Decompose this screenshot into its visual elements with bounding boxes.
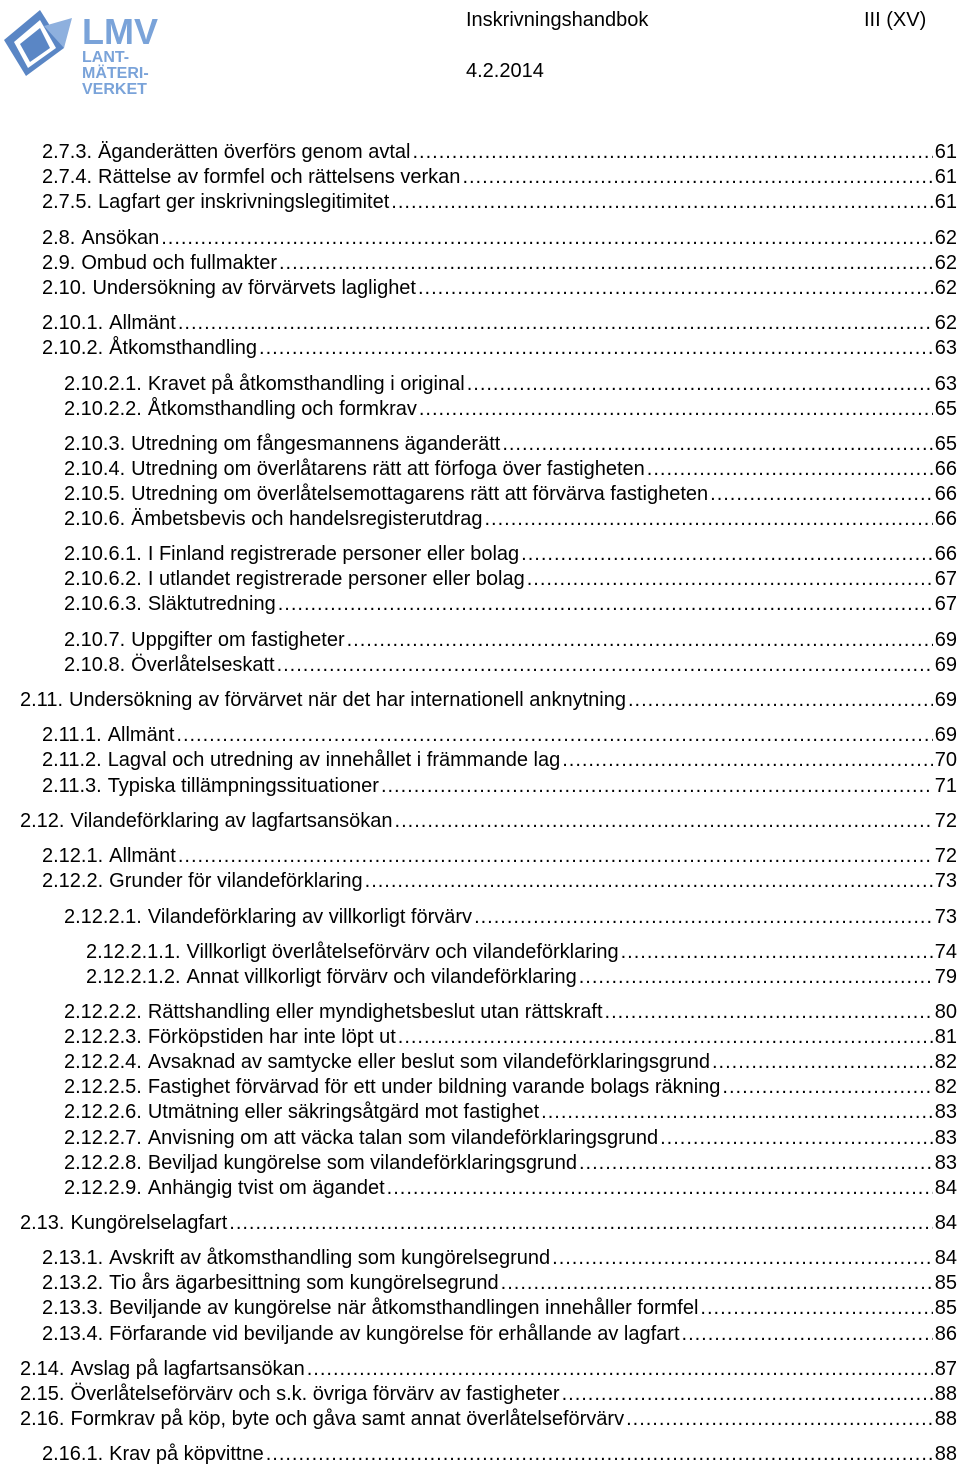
toc-entry[interactable] bbox=[64, 1176, 957, 1200]
toc-entry[interactable] bbox=[20, 1357, 957, 1381]
toc-entry-page: 80 bbox=[934, 1001, 957, 1023]
toc-entry-number: 2.10.3. bbox=[64, 433, 126, 455]
toc-entry-number: 2.13.3. bbox=[42, 1297, 104, 1319]
toc-entry[interactable] bbox=[64, 905, 957, 929]
toc-entry[interactable] bbox=[64, 653, 957, 677]
toc-entry[interactable] bbox=[64, 567, 957, 591]
toc-entry-number: 2.10.2.1. bbox=[64, 373, 142, 395]
toc-dot-leader bbox=[259, 336, 933, 360]
toc-entry-page: 82 bbox=[934, 1076, 957, 1098]
toc-entry-page: 83 bbox=[934, 1152, 957, 1174]
toc-entry-number: 2.11.1. bbox=[42, 724, 102, 746]
toc-entry-number: 2.16.1. bbox=[42, 1443, 104, 1465]
toc-entry-page: 62 bbox=[934, 277, 957, 299]
toc-entry[interactable] bbox=[64, 432, 957, 456]
toc-entry-number: 2.12.2.3. bbox=[64, 1026, 142, 1048]
toc-entry-number: 2.12.2.5. bbox=[64, 1076, 142, 1098]
toc-entry-page: 79 bbox=[934, 966, 957, 988]
toc-entry-title: Allmänt bbox=[109, 312, 176, 334]
lantmateriverket-logo bbox=[2, 4, 162, 96]
toc-entry-title: Utredning om överlåtarens rätt att förfoga över fastigheten bbox=[131, 458, 645, 480]
toc-dot-leader bbox=[178, 311, 933, 335]
toc-entry-number: 2.13.4. bbox=[42, 1323, 104, 1345]
toc-entry-number: 2.11.2. bbox=[42, 749, 102, 771]
toc-dot-leader bbox=[501, 1271, 933, 1295]
toc-dot-leader bbox=[647, 457, 933, 481]
toc-entry-page: 72 bbox=[934, 845, 957, 867]
toc-dot-leader bbox=[229, 1211, 932, 1235]
toc-entry[interactable] bbox=[42, 1271, 957, 1295]
toc-dot-leader bbox=[418, 276, 933, 300]
toc-entry-number: 2.10.2.2. bbox=[64, 398, 142, 420]
toc-entry-number: 2.10.1. bbox=[42, 312, 104, 334]
toc-entry-page: 73 bbox=[934, 906, 957, 928]
toc-entry-number: 2.10.4. bbox=[64, 458, 126, 480]
toc-entry-title: I utlandet registrerade personer eller bolag bbox=[147, 568, 525, 590]
toc-entry-title: Utredning om fångesmannens äganderätt bbox=[131, 433, 501, 455]
toc-entry-title: Förfarande vid beviljande av kungörelse för erhållande av lagfart bbox=[109, 1323, 680, 1345]
toc-entry[interactable] bbox=[64, 372, 957, 396]
toc-entry-number: 2.12.2.8. bbox=[64, 1152, 142, 1174]
toc-entry[interactable] bbox=[64, 1151, 957, 1175]
toc-entry[interactable] bbox=[42, 311, 957, 335]
toc-entry-page: 84 bbox=[934, 1212, 957, 1234]
toc-entry-page: 62 bbox=[934, 312, 957, 334]
toc-entry-title: Överlåtelseförvärv och s.k. övriga förvärv av fastigheter bbox=[70, 1383, 560, 1405]
toc-entry-page: 61 bbox=[934, 141, 957, 163]
toc-entry[interactable] bbox=[64, 397, 957, 421]
toc-dot-leader bbox=[279, 251, 933, 275]
toc-entry-title: Allmänt bbox=[109, 845, 176, 867]
toc-entry-page: 70 bbox=[934, 749, 957, 771]
toc-entry[interactable] bbox=[20, 809, 957, 833]
toc-entry[interactable] bbox=[64, 1126, 957, 1150]
svg-text:LANT-: LANT- bbox=[82, 49, 130, 66]
toc-entry-title: Formkrav på köp, byte och gåva samt annat överlåtelseförvärv bbox=[70, 1408, 625, 1430]
toc-entry-page: 69 bbox=[934, 689, 957, 711]
toc-entry-number: 2.12. bbox=[20, 810, 65, 832]
toc-entry[interactable] bbox=[42, 774, 957, 798]
toc-entry-page: 87 bbox=[934, 1358, 957, 1380]
toc-entry-page: 62 bbox=[934, 227, 957, 249]
toc-dot-leader bbox=[712, 1050, 933, 1074]
toc-entry[interactable] bbox=[64, 592, 957, 616]
toc-entry-number: 2.15. bbox=[20, 1383, 65, 1405]
toc-entry-page: 73 bbox=[934, 870, 957, 892]
toc-dot-leader bbox=[521, 542, 933, 566]
toc-dot-leader bbox=[277, 653, 933, 677]
toc-dot-leader bbox=[682, 1322, 933, 1346]
toc-entry-number: 2.12.2.1.2. bbox=[86, 966, 181, 988]
toc-entry-title: Avslag på lagfartsansökan bbox=[70, 1358, 305, 1380]
toc-entry-number: 2.13.2. bbox=[42, 1272, 104, 1294]
toc-entry-title: Beviljande av kungörelse när åtkomsthandlingen innehåller formfel bbox=[109, 1297, 699, 1319]
toc-entry[interactable] bbox=[20, 1211, 957, 1235]
toc-entry-number: 2.12.2.4. bbox=[64, 1051, 142, 1073]
toc-entry-number: 2.12.2.7. bbox=[64, 1127, 142, 1149]
toc-dot-leader bbox=[722, 1075, 932, 1099]
toc-entry-page: 63 bbox=[934, 337, 957, 359]
toc-entry[interactable] bbox=[42, 190, 957, 214]
toc-entry[interactable] bbox=[20, 688, 957, 712]
toc-entry[interactable] bbox=[86, 965, 957, 989]
toc-entry[interactable] bbox=[42, 140, 957, 164]
toc-entry-number: 2.10. bbox=[42, 277, 87, 299]
toc-dot-leader bbox=[395, 809, 933, 833]
toc-entry-page: 88 bbox=[934, 1443, 957, 1465]
toc-entry-title: Vilandeförklaring av villkorligt förvärv bbox=[147, 906, 473, 928]
toc-entry[interactable] bbox=[64, 1100, 957, 1124]
toc-dot-leader bbox=[391, 190, 932, 214]
toc-entry-page: 66 bbox=[934, 543, 957, 565]
toc-dot-leader bbox=[562, 748, 933, 772]
toc-entry-number: 2.12.2.6. bbox=[64, 1101, 142, 1123]
toc-dot-leader bbox=[412, 140, 932, 164]
toc-entry-page: 62 bbox=[934, 252, 957, 274]
toc-entry-number: 2.7.3. bbox=[42, 141, 93, 163]
toc-entry-number: 2.9. bbox=[42, 252, 76, 274]
toc-entry-title: Släktutredning bbox=[147, 593, 276, 615]
toc-dot-leader bbox=[474, 905, 933, 929]
toc-entry-title: Typiska tillämpningssituationer bbox=[107, 775, 379, 797]
toc-entry-title: Undersökning av förvärvets laglighet bbox=[92, 277, 416, 299]
logo-lmv-text: LMV bbox=[82, 11, 158, 52]
toc-dot-leader bbox=[621, 940, 933, 964]
toc-dot-leader bbox=[278, 592, 933, 616]
toc-entry-page: 84 bbox=[934, 1247, 957, 1269]
toc-entry-page: 74 bbox=[934, 941, 957, 963]
toc-entry-title: Rättshandling eller myndighetsbeslut utan rättskraft bbox=[147, 1001, 603, 1023]
toc-entry-title: Rättelse av formfel och rättelsens verkan bbox=[98, 166, 461, 188]
page-number: III (XV) bbox=[864, 9, 927, 31]
toc-entry-page: 63 bbox=[934, 373, 957, 395]
toc-dot-leader bbox=[467, 372, 933, 396]
toc-entry-title: Åtkomsthandling bbox=[109, 337, 258, 359]
toc-dot-leader bbox=[307, 1357, 933, 1381]
toc-entry-title: Kravet på åtkomsthandling i original bbox=[147, 373, 465, 395]
toc-dot-leader bbox=[365, 869, 933, 893]
toc-entry-number: 2.10.6. bbox=[64, 508, 126, 530]
toc-entry-title: Ombud och fullmakter bbox=[81, 252, 277, 274]
toc-entry-title: Överlåtelseskatt bbox=[131, 654, 275, 676]
toc-dot-leader bbox=[552, 1246, 933, 1270]
toc-entry-number: 2.12.2.1.1. bbox=[86, 941, 181, 963]
toc-entry-title: Anvisning om att väcka talan som vilandeförklaringsgrund bbox=[147, 1127, 659, 1149]
toc-entry[interactable] bbox=[42, 226, 957, 250]
toc-entry-page: 69 bbox=[934, 629, 957, 651]
toc-entry[interactable] bbox=[64, 1025, 957, 1049]
toc-entry[interactable] bbox=[64, 482, 957, 506]
svg-text:MÄTERI-: MÄTERI- bbox=[82, 65, 149, 82]
toc-entry[interactable] bbox=[64, 1075, 957, 1099]
toc-entry-title: Tio års ägarbesittning som kungörelsegrund bbox=[109, 1272, 499, 1294]
toc-entry-number: 2.8. bbox=[42, 227, 76, 249]
toc-entry-number: 2.7.4. bbox=[42, 166, 93, 188]
logo-emblem-icon bbox=[4, 10, 72, 76]
toc-entry-number: 2.13.1. bbox=[42, 1247, 104, 1269]
toc-entry[interactable] bbox=[42, 844, 957, 868]
toc-entry-title: Anhängig tvist om ägandet bbox=[147, 1177, 385, 1199]
toc-entry[interactable] bbox=[42, 723, 957, 747]
toc-entry[interactable] bbox=[42, 1246, 957, 1270]
toc-entry-number: 2.10.6.3. bbox=[64, 593, 142, 615]
toc-entry-title: Uppgifter om fastigheter bbox=[131, 629, 345, 651]
document-date: 4.2.2014 bbox=[466, 60, 544, 82]
toc-entry-page: 81 bbox=[934, 1026, 957, 1048]
toc-dot-leader bbox=[579, 965, 933, 989]
toc-entry-title: Villkorligt överlåtelseförvärv och vilandeförklaring bbox=[186, 941, 619, 963]
toc-entry[interactable] bbox=[64, 1000, 957, 1024]
toc-entry[interactable] bbox=[64, 1050, 957, 1074]
toc-entry-page: 85 bbox=[934, 1297, 957, 1319]
toc-dot-leader bbox=[502, 432, 932, 456]
toc-entry-number: 2.10.5. bbox=[64, 483, 126, 505]
toc-entry[interactable] bbox=[64, 628, 957, 652]
toc-entry-page: 66 bbox=[934, 458, 957, 480]
toc-entry[interactable] bbox=[64, 457, 957, 481]
toc-entry-title: Vilandeförklaring av lagfartsansökan bbox=[70, 810, 393, 832]
toc-entry-page: 88 bbox=[934, 1383, 957, 1405]
toc-entry-title: Utmätning eller säkringsåtgärd mot fastighet bbox=[147, 1101, 540, 1123]
toc-entry-page: 65 bbox=[934, 433, 957, 455]
toc-entry-title: Grunder för vilandeförklaring bbox=[109, 870, 363, 892]
toc-entry-number: 2.10.7. bbox=[64, 629, 126, 651]
toc-entry[interactable] bbox=[20, 1382, 957, 1406]
toc-entry-title: Ansökan bbox=[81, 227, 160, 249]
toc-entry-number: 2.11.3. bbox=[42, 775, 102, 797]
toc-entry-title: Lagfart ger inskrivningslegitimitet bbox=[98, 191, 390, 213]
toc-entry-title: Förköpstiden har inte löpt ut bbox=[147, 1026, 396, 1048]
toc-dot-leader bbox=[579, 1151, 933, 1175]
toc-entry-title: Beviljad kungörelse som vilandeförklaringsgrund bbox=[147, 1152, 577, 1174]
toc-entry-page: 61 bbox=[934, 166, 957, 188]
toc-entry-page: 85 bbox=[934, 1272, 957, 1294]
toc-entry-title: Åtkomsthandling och formkrav bbox=[147, 398, 417, 420]
toc-entry[interactable] bbox=[42, 1296, 957, 1320]
toc-dot-leader bbox=[628, 688, 933, 712]
toc-dot-leader bbox=[381, 774, 933, 798]
toc-entry-number: 2.10.6.1. bbox=[64, 543, 142, 565]
toc-entry[interactable] bbox=[42, 165, 957, 189]
toc-dot-leader bbox=[347, 628, 933, 652]
toc-entry-page: 65 bbox=[934, 398, 957, 420]
toc-entry-number: 2.10.6.2. bbox=[64, 568, 142, 590]
toc-entry-number: 2.7.5. bbox=[42, 191, 93, 213]
toc-entry-number: 2.16. bbox=[20, 1408, 65, 1430]
toc-dot-leader bbox=[398, 1025, 933, 1049]
toc-entry[interactable] bbox=[42, 748, 957, 772]
toc-entry-title: Äganderätten överförs genom avtal bbox=[98, 141, 411, 163]
toc-entry[interactable] bbox=[42, 336, 957, 360]
toc-entry-number: 2.12.2.2. bbox=[64, 1001, 142, 1023]
toc-dot-leader bbox=[605, 1000, 933, 1024]
toc-entry-title: I Finland registrerade personer eller bolag bbox=[147, 543, 520, 565]
toc-entry-title: Krav på köpvittne bbox=[109, 1443, 264, 1465]
toc-entry[interactable] bbox=[64, 542, 957, 566]
toc-entry-number: 2.12.1. bbox=[42, 845, 104, 867]
toc-dot-leader bbox=[178, 844, 933, 868]
svg-text:VERKET: VERKET bbox=[82, 81, 147, 96]
document-title: Inskrivningshandbok bbox=[466, 9, 649, 31]
toc-entry-page: 61 bbox=[934, 191, 957, 213]
toc-entry-page: 88 bbox=[934, 1408, 957, 1430]
toc-entry-title: Avskrift av åtkomsthandling som kungörelsegrund bbox=[109, 1247, 551, 1269]
toc-entry-number: 2.12.2.9. bbox=[64, 1177, 142, 1199]
toc-entry[interactable] bbox=[20, 1407, 957, 1431]
toc-entry-number: 2.12.2.1. bbox=[64, 906, 142, 928]
toc-dot-leader bbox=[626, 1407, 933, 1431]
toc-dot-leader bbox=[484, 507, 932, 531]
toc-entry-number: 2.14. bbox=[20, 1358, 65, 1380]
toc-entry-page: 66 bbox=[934, 508, 957, 530]
toc-dot-leader bbox=[462, 165, 932, 189]
toc-entry[interactable] bbox=[42, 251, 957, 275]
toc-entry-page: 83 bbox=[934, 1127, 957, 1149]
toc-entry-title: Ämbetsbevis och handelsregisterutdrag bbox=[131, 508, 483, 530]
toc-entry-page: 66 bbox=[934, 483, 957, 505]
toc-entry-page: 72 bbox=[934, 810, 957, 832]
toc-entry-title: Avsaknad av samtycke eller beslut som vilandeförklaringsgrund bbox=[147, 1051, 710, 1073]
toc-entry-page: 83 bbox=[934, 1101, 957, 1123]
toc-entry-page: 67 bbox=[934, 593, 957, 615]
toc-entry-number: 2.13. bbox=[20, 1212, 65, 1234]
toc-entry-page: 71 bbox=[934, 775, 957, 797]
toc-entry-title: Annat villkorligt förvärv och vilandeförklaring bbox=[186, 966, 577, 988]
toc-entry[interactable] bbox=[42, 1442, 957, 1466]
toc-entry-page: 69 bbox=[934, 724, 957, 746]
toc-dot-leader bbox=[660, 1126, 933, 1150]
toc-entry[interactable] bbox=[42, 276, 957, 300]
toc-entry-number: 2.12.2. bbox=[42, 870, 104, 892]
toc-dot-leader bbox=[527, 567, 933, 591]
toc-entry-title: Undersökning av förvärvet när det har internationell anknytning bbox=[69, 689, 626, 711]
toc-dot-leader bbox=[541, 1100, 933, 1124]
toc-entry-title: Utredning om överlåtelsemottagarens rätt att förvärva fastigheten bbox=[131, 483, 709, 505]
toc-entry-page: 82 bbox=[934, 1051, 957, 1073]
toc-dot-leader bbox=[710, 482, 933, 506]
toc-dot-leader bbox=[387, 1176, 933, 1200]
toc-dot-leader bbox=[161, 226, 933, 250]
toc-entry-page: 67 bbox=[934, 568, 957, 590]
toc-entry-title: Allmänt bbox=[107, 724, 175, 746]
toc-entry-number: 2.10.8. bbox=[64, 654, 126, 676]
toc-entry-title: Kungörelselagfart bbox=[70, 1212, 228, 1234]
toc-entry-number: 2.10.2. bbox=[42, 337, 104, 359]
toc-entry-title: Lagval och utredning av innehållet i främmande lag bbox=[107, 749, 561, 771]
toc-entry-number: 2.11. bbox=[20, 689, 63, 711]
toc-dot-leader bbox=[176, 723, 932, 747]
toc-entry[interactable] bbox=[86, 940, 957, 964]
toc-entry-title: Fastighet förvärvad för ett under bildning varande bolags räkning bbox=[147, 1076, 721, 1098]
toc-dot-leader bbox=[562, 1382, 933, 1406]
toc-dot-leader bbox=[700, 1296, 932, 1320]
toc-entry-page: 86 bbox=[934, 1323, 957, 1345]
toc-entry[interactable] bbox=[42, 869, 957, 893]
toc-dot-leader bbox=[266, 1442, 933, 1466]
toc-entry[interactable] bbox=[42, 1322, 957, 1346]
toc-dot-leader bbox=[419, 397, 933, 421]
toc-entry-page: 84 bbox=[934, 1177, 957, 1199]
toc-entry[interactable] bbox=[64, 507, 957, 531]
toc-entry-page: 69 bbox=[934, 654, 957, 676]
